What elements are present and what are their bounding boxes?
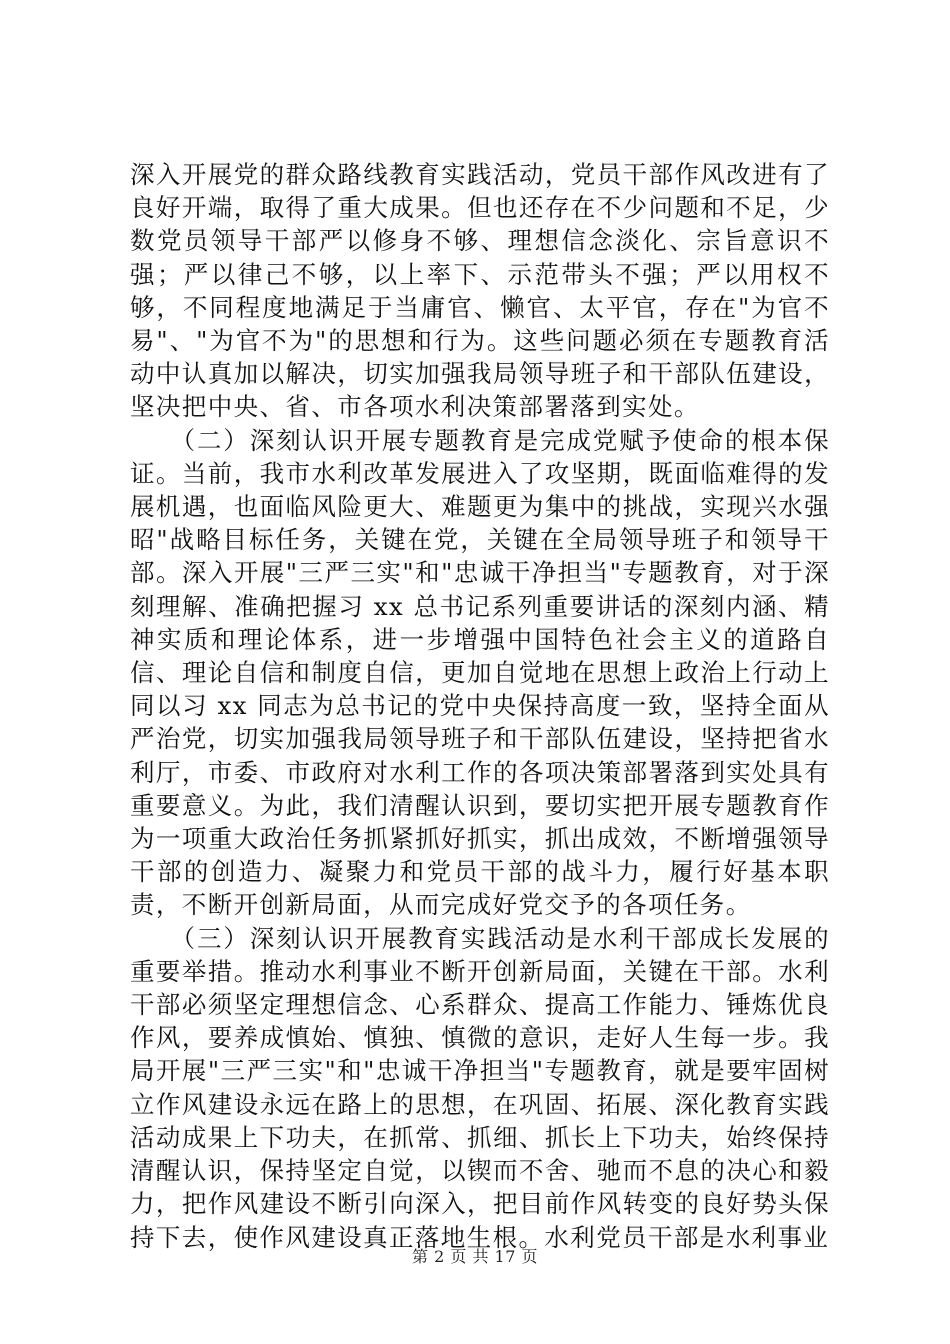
paragraph-3: （三）深刻认识开展教育实践活动是水利干部成长发展的重要举措。推动水利事业不断开创新局面，关键在干部。水利干部必须坚定理想信念、心系群众、提高工作能力、锤炼优良作风，要养成慎始、慎独、慎微的意识，走好人生每一步。我局开展"三严三实"和"忠诚干净担当"专题教育，就是要牢固树立作风建设永远在路上的思想，在巩固、拓展、深化教育实践活动成果上下功夫，在抓常、抓细、抓长上下功夫，始终保持清醒认识，保持坚定自觉，以锲而不舍、驰而不息的决心和毅力，把作风建设不断引向深入，把目前作风转变的良好势头保持下去，使作风建设真正落地生根。水利党员干部是水利事业 <box>130 923 830 1252</box>
page-number-footer: 第 2 页 共 17 页 <box>412 1247 538 1266</box>
paragraph-1: 深入开展党的群众路线教育实践活动，党员干部作风改进有了良好开端，取得了重大成果。但也还存在不少问题和不足，少数党员领导干部严以修身不够、理想信念淡化、宗旨意识不强；严以律己不够，以上率下、示范带头不强；严以用权不够，不同程度地满足于当庸官、懒官、太平官，存在"为官不易"、"为官不为"的思想和行为。这些问题必须在专题教育活动中认真加以解决，切实加强我局领导班子和干部队伍建设，坚决把中央、省、市各项水利决策部署落到实处。 <box>130 160 830 422</box>
paragraph-2: （二）深刻认识开展专题教育是完成党赋予使命的根本保证。当前，我市水利改革发展进入了攻坚期，既面临难得的发展机遇，也面临风险更大、难题更为集中的挑战，实现兴水强昭"战略目标任务，关键在党，关键在全局领导班子和领导干部。深入开展"三严三实"和"忠诚干净担当"专题教育，对于深刻理解、准确把握习 xx 总书记系列重要讲话的深刻内涵、精神实质和理论体系，进一步增强中国特色社会主义的道路自信、理论自信和制度自信，更加自觉地在思想上政治上行动上同以习 xx 同志为总书记的党中央保持高度一致，坚持全面从严治党，切实加强我局领导班子和干部队伍建设，坚持把省水利厅，市委、市政府对水利工作的各项决策部署落到实处具有重要意义。为此，我们清醒认识到，要切实把开展专题教育作为一项重大政治任务抓紧抓好抓实，抓出成效，不断增强领导干部的创造力、凝聚力和党员干部的战斗力，履行好基本职责，不断开创新局面，从而完成好党交予的各项任务。 <box>130 425 830 920</box>
document-body <box>130 158 830 1254</box>
